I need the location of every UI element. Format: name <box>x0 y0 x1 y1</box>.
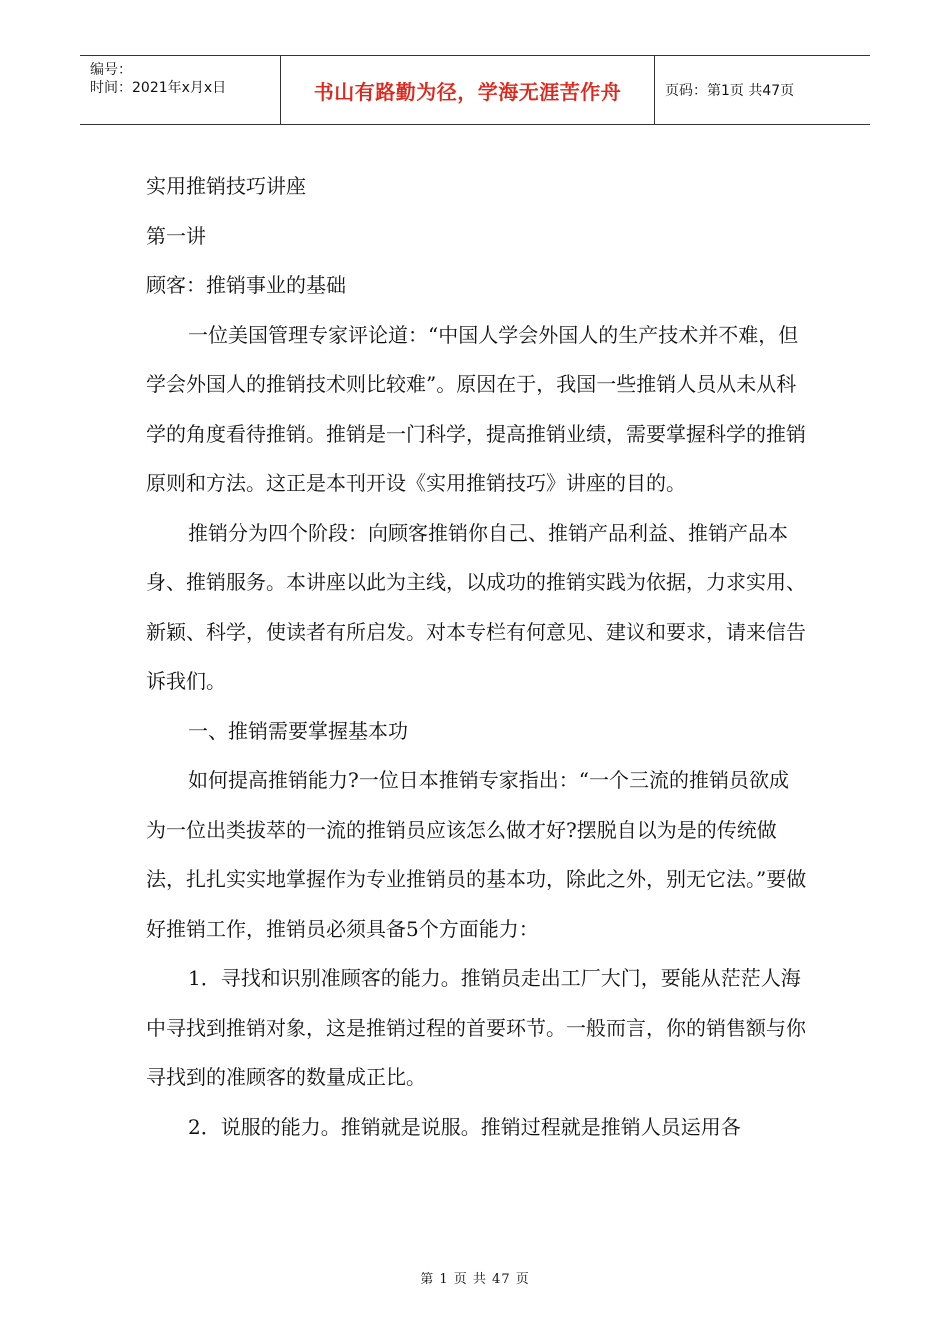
paragraph: 一位美国管理专家评论道：“中国人学会外国人的生产技术并不难，但学会外国人的推销技术则比较难”。原因在于，我国一些推销人员从未从科学的角度看待推销。推销是一门科学，提高推销业绩，需要掌握科学的推销原则和方法。这正是本刊开设《实用推销技巧》讲座的目的。 <box>146 322 806 495</box>
header-motto: 书山有路勤为径，学海无涯苦作舟 <box>281 56 655 124</box>
page-footer: 第 1 页 共 47 页 <box>420 1272 530 1287</box>
page-header <box>80 55 870 125</box>
paragraph: 2．说服的能力。推销就是说服。推销过程就是推销人员运用各 <box>188 1114 741 1139</box>
document-body <box>146 162 808 1152</box>
paragraph: 1．寻找和识别准顾客的能力。推销员走出工厂大门，要能从茫茫人海中寻找到推销对象，这是推销过程的首要环节。一般而言，你的销售额与你寻找到的准顾客的数量成正比。 <box>146 966 806 1089</box>
document-title: 实用推销技巧讲座 <box>146 174 306 198</box>
header-meta <box>80 56 281 124</box>
section-heading: 一、推销需要掌握基本功 <box>188 718 408 743</box>
paragraph: 如何提高推销能力?一位日本推销专家指出：“一个三流的推销员欲成为一位出类拔萃的一流的推销员应该怎么做才好?摆脱自以为是的传统做法，扎扎实实地掌握作为专业推销员的基本功，除此之外，别无它法。”要做好推销工作，推销员必须具备5个方面能力： <box>146 768 807 941</box>
header-page-info: 页码：第1页 共47页 <box>665 83 795 99</box>
serial-label: 编号： <box>90 62 132 78</box>
time-label: 时间：2021年x月x日 <box>90 80 227 96</box>
lecture-heading: 第一讲 <box>146 223 206 248</box>
lecture-subtitle: 顾客：推销事业的基础 <box>146 273 346 297</box>
paragraph: 推销分为四个阶段：向顾客推销你自己、推销产品利益、推销产品本身、推销服务。本讲座以此为主线，以成功的推销实践为依据，力求实用、新颖、科学，使读者有所启发。对本专栏有何意见、建议和要求，请来信告诉我们。 <box>146 520 806 693</box>
